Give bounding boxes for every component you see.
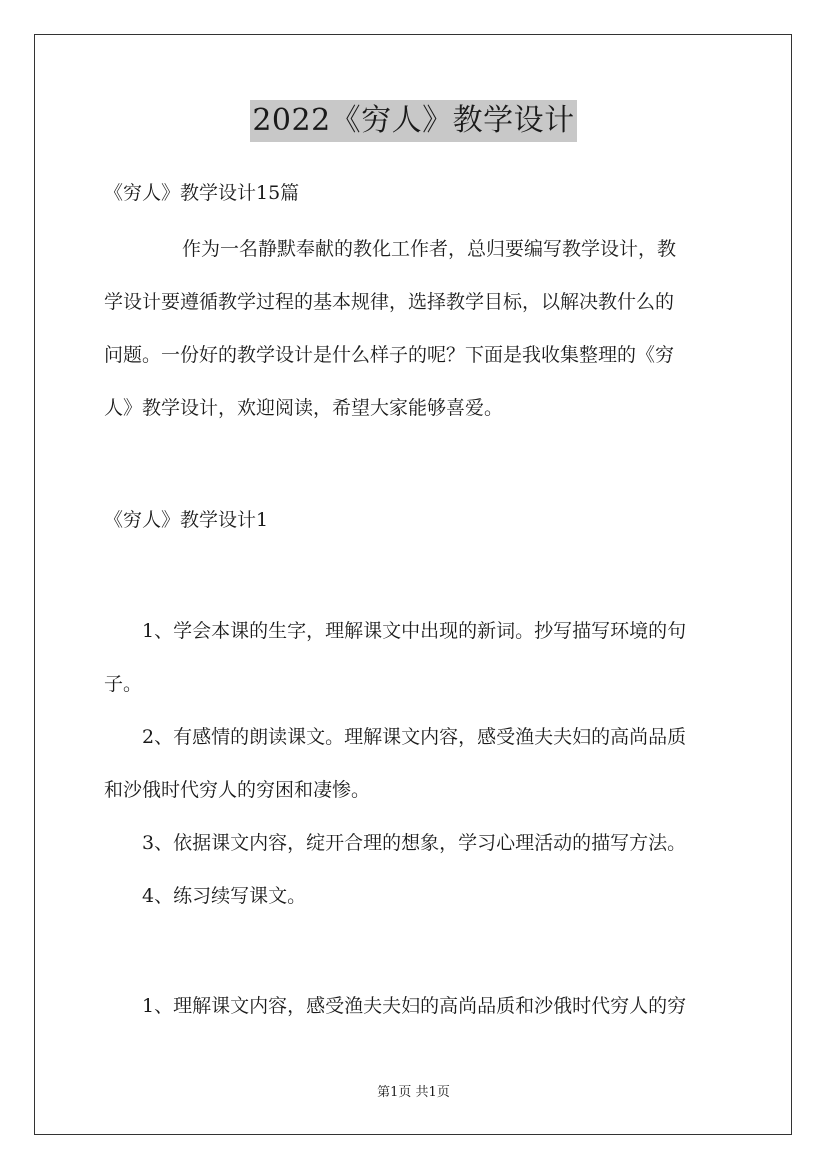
objective-line-5: 3、依据课文内容，绽开合理的想象，学习心理活动的描写方法。 — [142, 832, 687, 854]
document-subtitle: 《穷人》教学设计15篇 — [104, 182, 300, 204]
intro-line-1: 作为一名静默奉献的教化工作者，总归要编写教学设计，教 — [182, 238, 677, 260]
objective-line-6: 4、练习续写课文。 — [142, 885, 307, 907]
objective-line-4: 和沙俄时代穷人的穷困和凄惨。 — [104, 779, 371, 801]
intro-line-2: 学设计要遵循教学过程的基本规律，选择教学目标，以解决教什么的 — [104, 291, 675, 313]
intro-line-4: 人》教学设计，欢迎阅读，希望大家能够喜爱。 — [104, 397, 504, 419]
key-point-line-1: 1、理解课文内容，感受渔夫夫妇的高尚品质和沙俄时代穷人的穷 — [142, 995, 687, 1017]
objective-line-1: 1、学会本课的生字，理解课文中出现的新词。抄写描写环境的句 — [142, 620, 687, 642]
objective-line-3: 2、有感情的朗读课文。理解课文内容，感受渔夫夫妇的高尚品质 — [142, 726, 687, 748]
title-container — [0, 100, 827, 142]
section-heading: 《穷人》教学设计1 — [104, 509, 269, 531]
page-footer: 第1页 共1页 — [377, 1085, 450, 1100]
document-title: 2022《穷人》教学设计 — [250, 100, 576, 142]
objective-line-2: 子。 — [104, 673, 143, 695]
intro-line-3: 问题。一份好的教学设计是什么样子的呢？下面是我收集整理的《穷 — [104, 344, 675, 366]
